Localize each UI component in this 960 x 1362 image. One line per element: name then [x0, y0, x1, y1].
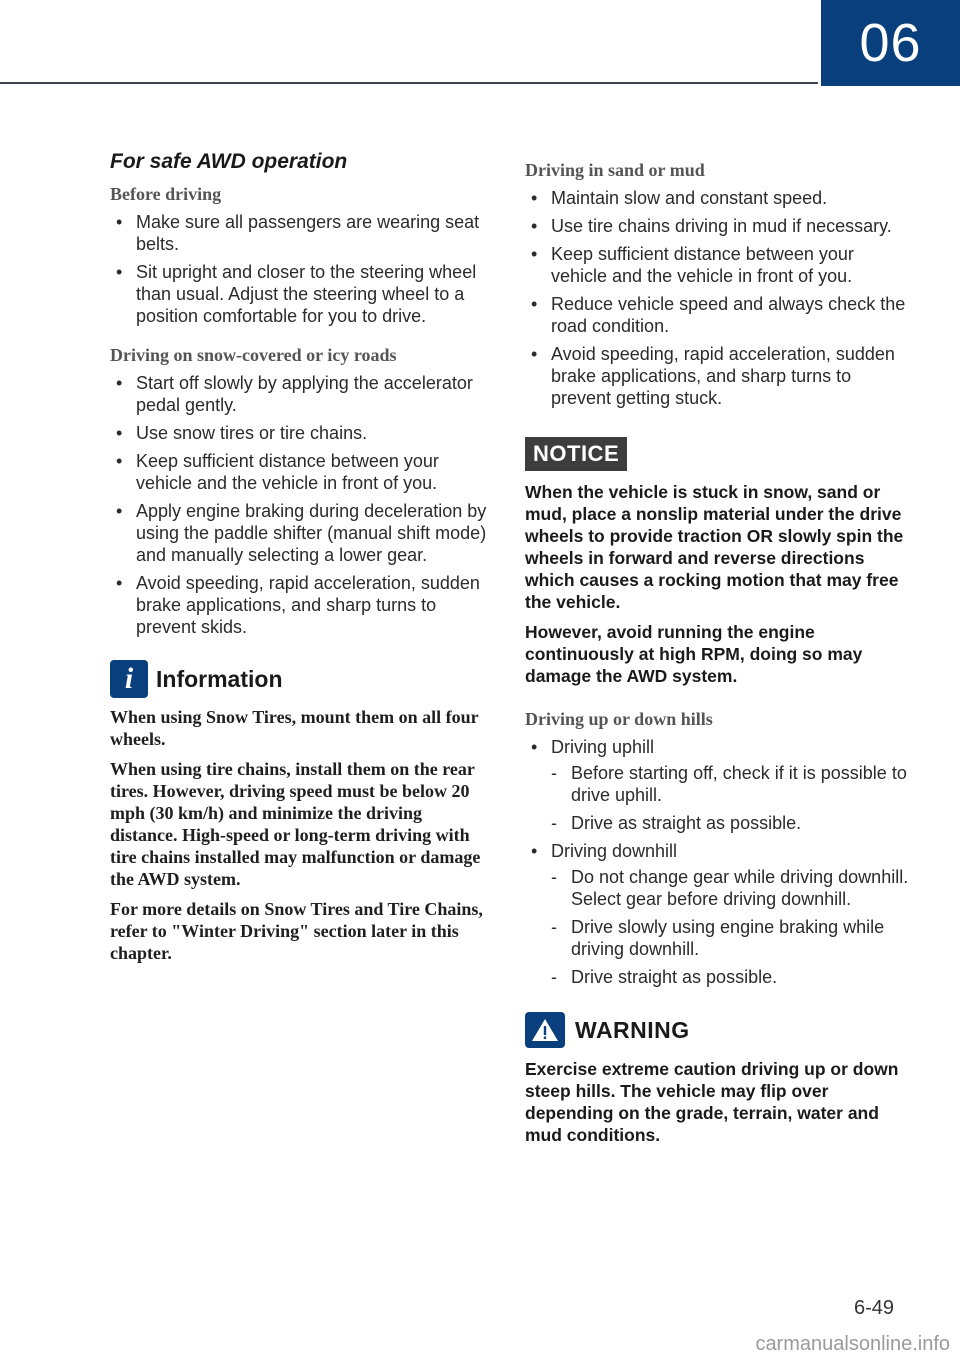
- bullet-icon: •: [116, 501, 123, 521]
- list-item: • Apply engine braking during deceleration by using the paddle shifter (manual shift mode) and manually selecting a lower gear.: [116, 501, 487, 565]
- information-paragraph: When using tire chains, install them on the rear tires. However, driving speed must be below 20 mph (30 km/h) and minimize the driving distance. High-speed or long-term driving with tire chains installed may malfunction or damage the AWD system.: [110, 759, 481, 889]
- list-item: • Driving uphill - Before starting off, check if it is possible to drive uphill. - Drive as straight as possible.: [525, 736, 910, 834]
- bullet-icon: •: [116, 451, 123, 471]
- sub-list-item: - Before starting off, check if it is possible to drive uphill.: [551, 763, 907, 805]
- bullet-icon: •: [531, 244, 538, 264]
- left-column: [110, 150, 490, 972]
- dash-icon: -: [551, 813, 557, 833]
- sub-list-item: - Drive straight as possible.: [551, 967, 778, 987]
- notice-badge: NOTICE: [525, 437, 627, 471]
- sub-list-item: - Do not change gear while driving downhill. Select gear before driving downhill.: [551, 867, 909, 909]
- list-item: • Start off slowly by applying the accelerator pedal gently.: [116, 373, 473, 415]
- before-driving-heading: Before driving: [110, 184, 222, 204]
- dash-icon: -: [551, 967, 557, 987]
- warning-text: Exercise extreme caution driving up or down steep hills. The vehicle may flip over depending on the grade, terrain, water and mud conditions.: [525, 1059, 899, 1145]
- bullet-icon: •: [531, 737, 538, 757]
- dash-icon: -: [551, 917, 557, 937]
- dash-icon: -: [551, 867, 557, 887]
- sand-heading: Driving in sand or mud: [525, 160, 705, 180]
- info-icon: i: [110, 660, 148, 698]
- bullet-icon: •: [116, 373, 123, 393]
- sub-list-item: - Drive as straight as possible.: [551, 813, 802, 833]
- bullet-icon: •: [116, 262, 123, 282]
- list-item: • Reduce vehicle speed and always check the road condition.: [531, 294, 906, 336]
- snow-heading: Driving on snow-covered or icy roads: [110, 345, 397, 365]
- bullet-icon: •: [531, 344, 538, 364]
- watermark: carmanualsonline.info: [755, 1333, 950, 1355]
- notice-paragraph: When the vehicle is stuck in snow, sand or mud, place a nonslip material under the drive wheels to provide traction OR slowly spin the wheels in forward and reverse directions which causes a rocking motion that may free the vehicle.: [525, 482, 904, 612]
- before-driving-list: [110, 211, 490, 327]
- information-paragraph: For more details on Snow Tires and Tire Chains, refer to "Winter Driving" section later in this chapter.: [110, 899, 483, 963]
- bullet-icon: •: [116, 423, 123, 443]
- information-label: Information: [156, 665, 283, 692]
- notice-paragraph: However, avoid running the engine continuously at high RPM, doing so may damage the AWD system.: [525, 622, 863, 686]
- list-item: • Keep sufficient distance between your vehicle and the vehicle in front of you.: [531, 244, 854, 286]
- warning-triangle-icon: [525, 1012, 565, 1048]
- page-number: 6-49: [853, 1297, 894, 1319]
- bullet-icon: •: [116, 573, 123, 593]
- list-item: • Maintain slow and constant speed.: [531, 188, 828, 208]
- bullet-icon: •: [531, 216, 538, 236]
- list-item: • Make sure all passengers are wearing seat belts.: [116, 212, 480, 254]
- uphill-sublist: [551, 762, 910, 834]
- sand-list: [525, 187, 910, 409]
- bullet-icon: •: [531, 294, 538, 314]
- bullet-icon: •: [531, 841, 538, 861]
- list-item: • Avoid speeding, rapid acceleration, sudden brake applications, and sharp turns to prevent getting stuck.: [531, 344, 895, 408]
- dash-icon: -: [551, 763, 557, 783]
- right-column: [525, 160, 910, 1146]
- information-header: [110, 660, 490, 698]
- warning-header: [525, 1012, 910, 1048]
- list-item: • Use tire chains driving in mud if necessary.: [531, 216, 892, 236]
- list-item: • Keep sufficient distance between your vehicle and the vehicle in front of you.: [116, 451, 439, 493]
- list-item: • Use snow tires or tire chains.: [116, 423, 368, 443]
- header-rule: [0, 82, 818, 84]
- information-paragraph: When using Snow Tires, mount them on all four wheels.: [110, 707, 479, 749]
- hills-heading: Driving up or down hills: [525, 709, 713, 729]
- bullet-icon: •: [531, 188, 538, 208]
- list-item: • Driving downhill - Do not change gear while driving downhill. Select gear before driving downhill. - Drive slowly using engine braking while driving downhill. - Drive straight as possible.: [531, 841, 909, 987]
- list-item: • Sit upright and closer to the steering wheel than usual. Adjust the steering wheel to a position comfortable for you to drive.: [116, 262, 477, 326]
- bullet-icon: •: [116, 212, 123, 232]
- snow-list: [110, 372, 490, 638]
- hills-list: [525, 736, 910, 988]
- warning-label: WARNING: [575, 1016, 690, 1043]
- downhill-sublist: [551, 866, 910, 988]
- sub-list-item: - Drive slowly using engine braking while driving downhill.: [551, 917, 885, 959]
- list-item: • Avoid speeding, rapid acceleration, sudden brake applications, and sharp turns to prevent skids.: [116, 573, 480, 637]
- chapter-tab: 06: [821, 0, 960, 86]
- section-title: For safe AWD operation: [110, 150, 348, 173]
